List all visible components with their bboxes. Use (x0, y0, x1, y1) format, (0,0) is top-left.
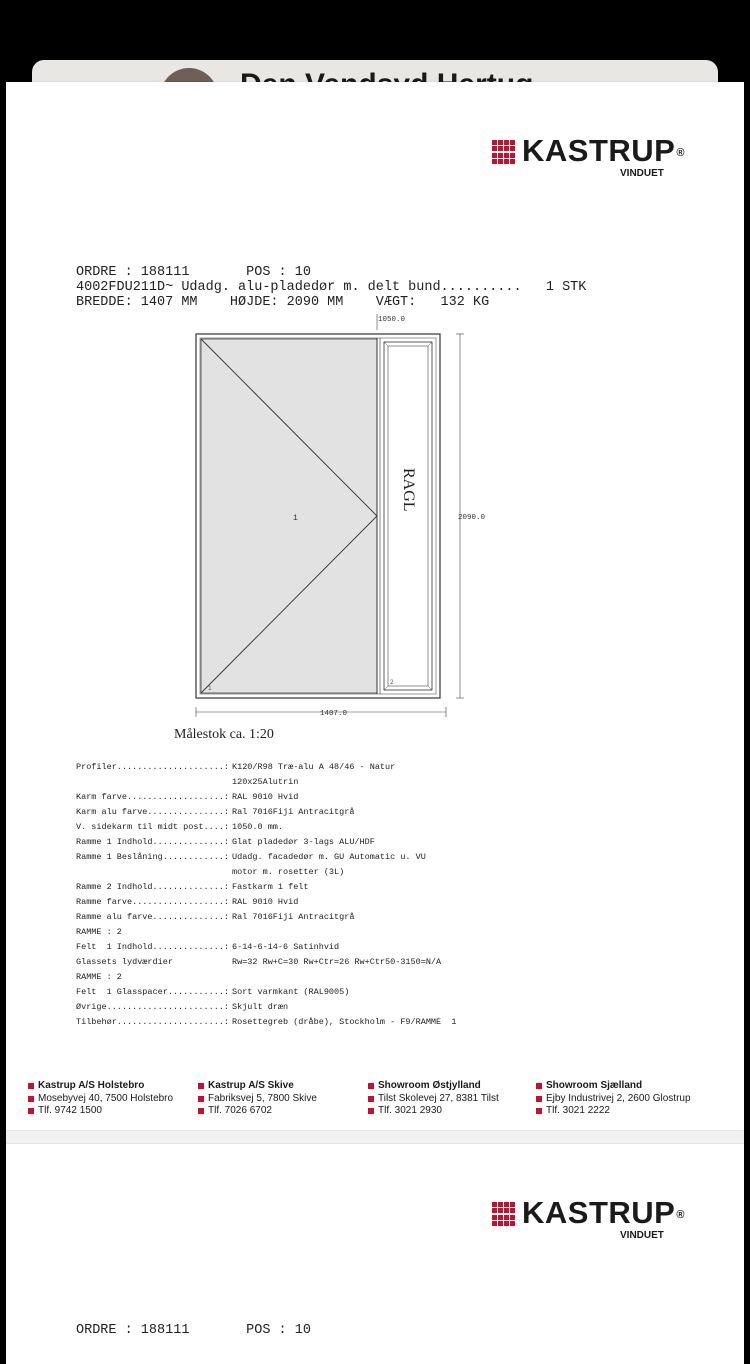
footer-location (536, 1080, 706, 1118)
order-line: ORDRE : 188111 POS : 10 (76, 1323, 311, 1338)
side-panel-mark: RAGL (400, 468, 417, 512)
dimension-right: 2090.0 (458, 514, 486, 522)
spec-row (76, 850, 716, 865)
document-viewer[interactable] (6, 82, 744, 1338)
logo-tagline: VINDUET (620, 1230, 664, 1241)
spec-label: Ramme 2 Indhold..............: (76, 882, 230, 892)
spec-row (76, 940, 716, 955)
corner-mark-left: 1 (208, 685, 212, 692)
logo-grid-icon (492, 140, 516, 164)
door-drawing (156, 310, 486, 720)
footer-location-address: Tilst Skolevej 27, 8381 Tilst (368, 1093, 538, 1106)
spec-row (76, 925, 716, 940)
spec-value: Rosettegreb (dråbe), Stockholm - F9/RAMME 1 (232, 1017, 457, 1027)
spec-row (76, 775, 716, 790)
spec-value: Ral 7016Fiji Antracitgrå (232, 807, 355, 817)
spec-value: Skjult dræn (232, 1002, 289, 1012)
spec-label: Profiler.....................: (76, 762, 230, 772)
document-page-1 (6, 82, 744, 1130)
footer-location (368, 1080, 538, 1118)
logo-grid-icon (492, 1202, 516, 1226)
logo-tagline: VINDUET (620, 168, 664, 179)
spec-label: Ramme 1 Beslåning............: (76, 852, 230, 862)
footer-addresses (28, 1080, 728, 1122)
spec-row (76, 1000, 716, 1015)
spec-row (76, 955, 716, 970)
spec-value: 1050.0 mm. (232, 822, 284, 832)
footer-location (28, 1080, 198, 1118)
spec-label: V. sidekarm til midt post....: (76, 822, 230, 832)
order-line: ORDRE : 188111 POS : 10 (76, 265, 311, 280)
panel-number: 1 (293, 514, 298, 523)
side-panel-glass (388, 346, 428, 686)
dimensions-line: BREDDE: 1407 MM HØJDE: 2090 MM VÆGT: 132 KG (76, 295, 490, 310)
spec-value: Ral 7016Fiji Antracitgrå (232, 912, 355, 922)
spec-value: 6-14-6-14-6 Satinhvid (232, 942, 340, 952)
logo-registered-mark: ® (676, 1209, 685, 1221)
corner-mark-right: 2 (390, 679, 394, 686)
footer-location-phone[interactable]: Tlf. 7026 6702 (198, 1105, 368, 1118)
spec-row (76, 895, 716, 910)
kastrup-logo (492, 1196, 692, 1242)
footer-location-name: Showroom Sjælland (536, 1080, 706, 1093)
spec-row (76, 820, 716, 835)
spec-row (76, 865, 716, 880)
product-line: 4002FDU211D~ Udadg. alu-pladedør m. delt bund.......... 1 STK (76, 280, 587, 295)
kastrup-logo (492, 134, 692, 180)
spec-label: RAMME : 2 (76, 927, 122, 937)
spec-label: Ramme alu farve..............: (76, 912, 230, 922)
door-leaf (201, 339, 377, 693)
spec-label: Felt 1 Indhold..............: (76, 942, 230, 952)
spec-label: Ramme farve..................: (76, 897, 230, 907)
spec-value: RAL 9010 Hvid (232, 897, 299, 907)
spec-label: Ramme 1 Indhold..............: (76, 837, 230, 847)
spec-label: Karm farve...................: (76, 792, 230, 802)
spec-row (76, 760, 716, 775)
spec-row (76, 880, 716, 895)
spec-value: RAL 9010 Hvid (232, 792, 299, 802)
spec-value: motor m. rosetter (3L) (232, 867, 345, 877)
spec-label: Glassets lydværdier (76, 957, 173, 967)
spec-row (76, 910, 716, 925)
footer-location-phone[interactable]: Tlf. 3021 2222 (536, 1105, 706, 1118)
footer-location-address: Ejby Industrivej 2, 2600 Glostrup (536, 1093, 706, 1106)
document-page-2 (6, 1144, 744, 1364)
footer-location-phone[interactable]: Tlf. 3021 2930 (368, 1105, 538, 1118)
spec-label: Tilbehør.....................: (76, 1017, 230, 1027)
spec-row (76, 985, 716, 1000)
spec-label: Karm alu farve...............: (76, 807, 230, 817)
spec-value: K120/R98 Træ-alu A 48/46 - Natur (232, 762, 396, 772)
spec-label: Øvrige.......................: (76, 1002, 230, 1012)
dimension-top: 1050.0 (378, 316, 406, 324)
spec-value: Sort varmkant (RAL9005) (232, 987, 350, 997)
spec-label: Felt 1 Glasspacer...........: (76, 987, 230, 997)
spec-value: Rw=32 Rw+C=30 Rw+Ctr=26 Rw+Ctr50-3150=N/A (232, 957, 442, 967)
footer-location-name: Kastrup A/S Holstebro (28, 1080, 198, 1093)
spec-row (76, 790, 716, 805)
specification-list (76, 760, 716, 1030)
footer-location-address: Mosebyvej 40, 7500 Holstebro (28, 1093, 198, 1106)
spec-value: Glat pladedør 3-lags ALU/HDF (232, 837, 375, 847)
spec-row (76, 1015, 716, 1030)
spec-value: Udadg. facadedør m. GU Automatic u. VU (232, 852, 426, 862)
footer-location (198, 1080, 368, 1118)
footer-location-phone[interactable]: Tlf. 9742 1500 (28, 1105, 198, 1118)
spec-value: 120x25Alutrin (232, 777, 299, 787)
spec-value: Fastkarm 1 felt (232, 882, 309, 892)
scale-label: Målestok ca. 1:20 (174, 727, 274, 742)
spec-label: RAMME : 2 (76, 972, 122, 982)
logo-brand-name: KASTRUP (522, 133, 676, 168)
logo-brand-name: KASTRUP (522, 1195, 676, 1230)
dimension-bottom: 1407.0 (320, 710, 348, 718)
footer-location-name: Showroom Østjylland (368, 1080, 538, 1093)
spec-row (76, 805, 716, 820)
spec-row (76, 970, 716, 985)
spec-row (76, 835, 716, 850)
logo-registered-mark: ® (676, 147, 685, 159)
footer-location-address: Fabriksvej 5, 7800 Skive (198, 1093, 368, 1106)
footer-location-name: Kastrup A/S Skive (198, 1080, 368, 1093)
